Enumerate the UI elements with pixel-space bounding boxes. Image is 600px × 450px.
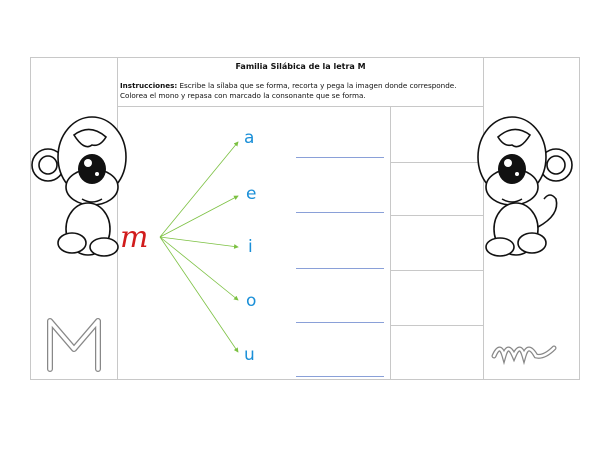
- write-line-e: [296, 212, 384, 213]
- write-line-i: [296, 268, 384, 269]
- monkey-left-illustration: [30, 95, 120, 265]
- image-box-divider: [390, 215, 483, 216]
- outline-letter-m-cursive: [490, 336, 560, 366]
- image-column-divider: [390, 106, 391, 380]
- instructions-text: Escribe la sílaba que se forma, recorta y pega la imagen donde corresponde. Colorea el mono y repasa con marcado la consonante que se forma.: [120, 81, 457, 100]
- consonant-letter: m: [120, 220, 149, 255]
- outline-letter-M: [44, 315, 104, 375]
- write-line-u: [296, 376, 384, 377]
- vowel-a: a: [244, 128, 255, 148]
- monkey-right-illustration: [484, 95, 574, 265]
- vowel-e: e: [246, 184, 257, 204]
- vowel-o: o: [246, 291, 257, 311]
- arrow-to-o: [160, 237, 238, 300]
- arrow-to-u: [160, 237, 238, 352]
- arrow-to-i: [160, 237, 238, 247]
- write-line-a: [296, 157, 384, 158]
- vowel-i: i: [248, 237, 253, 257]
- arrow-to-a: [160, 142, 238, 237]
- arrow-to-e: [160, 196, 238, 237]
- worksheet-title: Familia Silábica de la letra M: [235, 62, 366, 71]
- image-box-divider: [390, 325, 483, 326]
- image-box-divider: [390, 162, 483, 163]
- instructions-label: Instrucciones:: [120, 81, 178, 90]
- vowel-u: u: [244, 345, 255, 365]
- write-line-o: [296, 322, 384, 323]
- image-box-divider: [390, 270, 483, 271]
